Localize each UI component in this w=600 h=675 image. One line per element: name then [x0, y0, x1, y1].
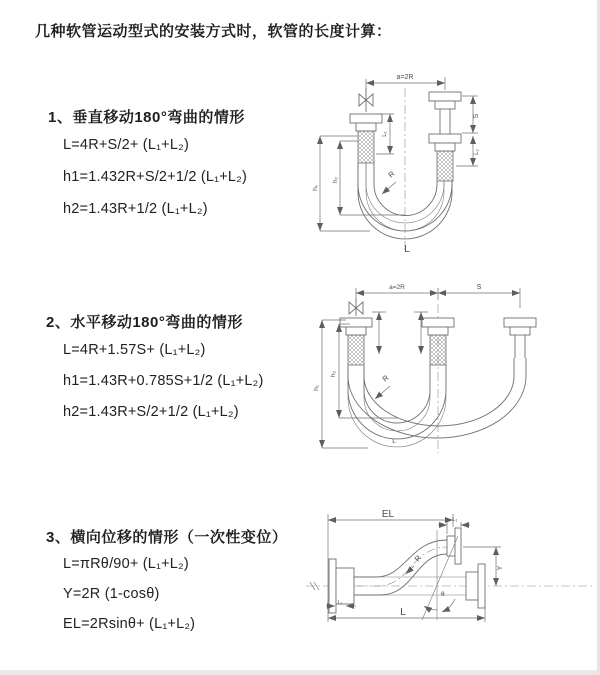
dim-label-a2r: a=2R — [389, 284, 405, 291]
section-2-formula-l: L=4R+1.57S+ (L₁+L₂) — [63, 342, 206, 358]
left-hose-fitting — [350, 114, 382, 163]
dim-label-s: S — [476, 284, 482, 291]
radius-label: R — [386, 169, 397, 180]
dim-label-h2: h₂ — [332, 176, 339, 184]
dim-label-y: Y — [497, 565, 504, 571]
section-2-formula-h1: h1=1.43R+0.785S+1/2 (L₁+L₂) — [63, 373, 264, 389]
dim-label-l2: L₂ — [474, 149, 480, 155]
section-3-formula-y: Y=2R (1-cosθ) — [63, 586, 160, 602]
dim-label-h1: h₁ — [313, 385, 320, 391]
middle-hose-fitting — [422, 318, 454, 365]
section-3-formula-el: EL=2Rsinθ+ (L₁+L₂) — [63, 616, 196, 632]
page-title: 几种软管运动型式的安装方式时，软管的长度计算： — [35, 23, 392, 40]
section-3-heading: 3、横向位移的情形（一次性变位） — [46, 529, 288, 546]
dim-label-el: EL — [381, 509, 395, 520]
length-label: L — [400, 607, 406, 618]
diagram-lateral-displacement — [298, 500, 600, 652]
section-1-formula-h2: h2=1.43R+1/2 (L₁+L₂) — [63, 201, 208, 217]
section-3-formula-l: L=πRθ/90+ (L₁+L₂) — [63, 556, 189, 572]
section-1-formula-l: L=4R+S/2+ (L₁+L₂) — [63, 137, 189, 153]
right-hose-fitting-lower — [429, 134, 461, 181]
dim-label-h2: h₂ — [330, 370, 337, 378]
dim-label-h1: h₁ — [312, 185, 319, 191]
left-hose-fitting — [340, 318, 372, 365]
section-2-heading: 2、水平移动180°弯曲的情形 — [46, 314, 243, 331]
valve-icon — [359, 88, 373, 112]
length-label: L — [392, 438, 396, 445]
right-hose-fitting-upper — [429, 92, 461, 134]
hose-curves — [348, 358, 526, 447]
dim-label-l1-top: L₁ — [452, 517, 458, 523]
hose-s-curve — [354, 540, 447, 595]
section-1-formula-h1: h1=1.432R+S/2+1/2 (L₁+L₂) — [63, 169, 248, 185]
dim-label-a2r: a=2R — [396, 74, 414, 81]
diagram-horizontal-180-bend — [306, 278, 594, 463]
length-label: L — [404, 244, 410, 255]
radius-label: R — [412, 553, 424, 564]
angle-label: θ — [441, 591, 445, 598]
dim-label-l1-bottom: L₁ — [337, 600, 343, 606]
radius-label: R — [380, 373, 391, 384]
dim-label-l1: L₁ — [382, 131, 388, 137]
right-hose-fitting-moved — [504, 318, 536, 358]
valve-icon — [349, 298, 363, 316]
section-2-formula-h2: h2=1.43R+S/2+1/2 (L₁+L₂) — [63, 404, 239, 420]
section-1-heading: 1、垂直移动180°弯曲的情形 — [48, 109, 245, 126]
diagram-vertical-180-bend — [310, 66, 595, 261]
dim-label-s: S — [473, 113, 480, 119]
